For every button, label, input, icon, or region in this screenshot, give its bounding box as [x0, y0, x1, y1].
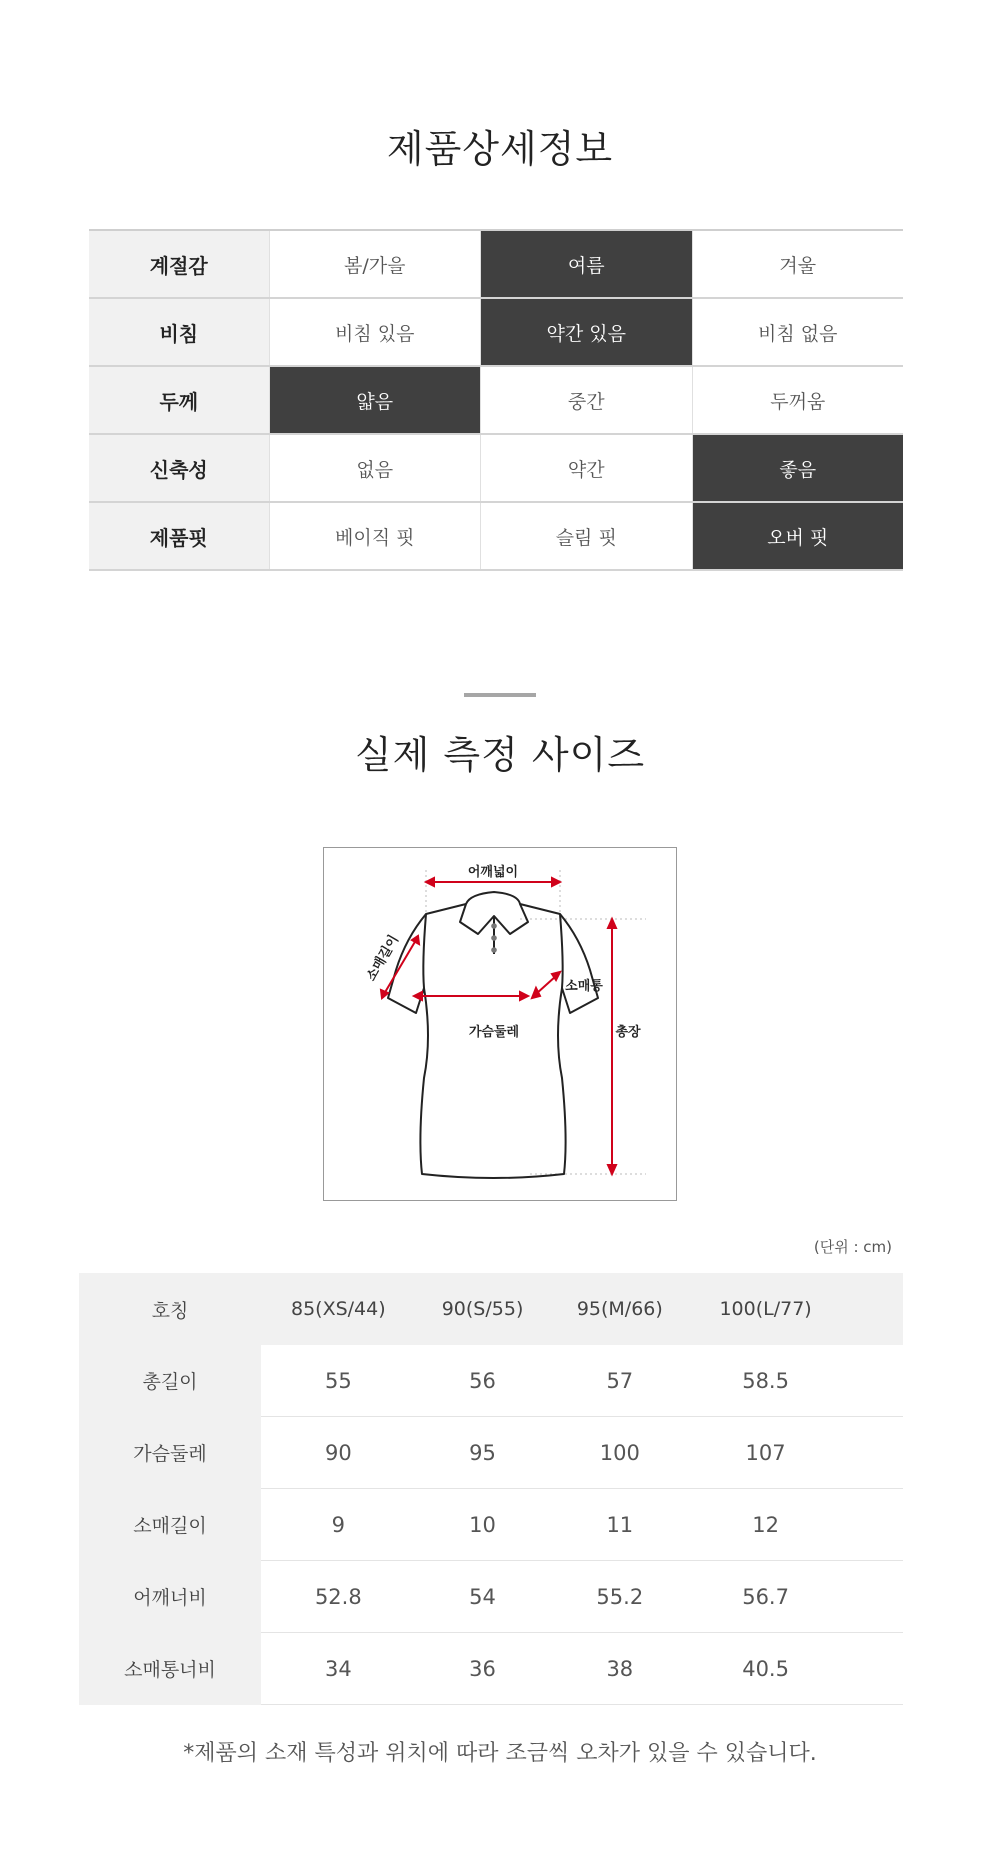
size-row-spacer: [841, 1345, 903, 1417]
size-row-spacer: [841, 1489, 903, 1561]
polo-shirt-diagram: [324, 848, 676, 1200]
total-length-arrow-bottom-head: [608, 1165, 616, 1174]
size-row: [79, 1633, 903, 1705]
sleeve-length-arrow-bottom-head: [381, 990, 388, 998]
size-value: 54: [416, 1561, 550, 1633]
detail-option: 약간: [481, 434, 692, 502]
size-value: 55: [261, 1345, 416, 1417]
chest-arrow-right-head: [520, 992, 528, 1000]
size-diagram: [323, 847, 677, 1201]
detail-option: 슬림 핏: [481, 502, 692, 570]
shoulder-arrow-left-head: [426, 878, 434, 886]
detail-option: 겨울: [692, 230, 903, 298]
size-header-spacer: [841, 1273, 903, 1345]
section-divider: [464, 693, 536, 697]
detail-option-selected: 약간 있음: [481, 298, 692, 366]
size-row-label: 소매통너비: [79, 1633, 261, 1705]
size-value: 9: [261, 1489, 416, 1561]
detail-option: 봄/가을: [269, 230, 480, 298]
size-row: [79, 1489, 903, 1561]
label-chest: 가슴둘레: [468, 1025, 520, 1040]
size-header-column: 95(M/66): [576, 1298, 663, 1320]
label-sleeve-width: 소매통: [565, 979, 603, 994]
label-shoulder: 어깨넓이: [467, 865, 519, 880]
detail-row: [89, 434, 903, 502]
detail-option: 없음: [269, 434, 480, 502]
size-table-wrapper: [79, 1273, 903, 1695]
detail-option-selected: 얇음: [269, 366, 480, 434]
size-value: 56: [416, 1345, 550, 1417]
size-value: 58.5: [690, 1345, 841, 1417]
size-table-header: [79, 1273, 903, 1345]
size-value: 38: [549, 1633, 690, 1705]
size-row-label: 소매길이: [79, 1489, 261, 1561]
chest-arrow-left-head: [414, 992, 422, 1000]
size-row-spacer: [841, 1561, 903, 1633]
size-table: [79, 1273, 903, 1705]
size-header-column: 90(S/55): [441, 1298, 524, 1320]
size-value: 10: [416, 1489, 550, 1561]
detail-row: [89, 298, 903, 366]
shoulder-arrow-right-head: [552, 878, 560, 886]
size-row-spacer: [841, 1633, 903, 1705]
detail-row-label: 비침: [89, 298, 269, 366]
size-header-column: 100(L/77): [719, 1298, 812, 1320]
detail-option: 중간: [481, 366, 692, 434]
detail-row-label: 신축성: [89, 434, 269, 502]
size-row: [79, 1345, 903, 1417]
size-row-label: 어깨너비: [79, 1561, 261, 1633]
size-row: [79, 1417, 903, 1489]
size-value: 56.7: [690, 1561, 841, 1633]
shirt-buttons: [491, 923, 497, 953]
sleeve-width-arrow-bottom-head: [532, 988, 540, 998]
detail-option-selected: 여름: [481, 230, 692, 298]
detail-row-label: 두께: [89, 366, 269, 434]
size-value: 52.8: [261, 1561, 416, 1633]
size-value: 36: [416, 1633, 550, 1705]
detail-row: [89, 502, 903, 570]
size-row-label: 가슴둘레: [79, 1417, 261, 1489]
size-value: 107: [690, 1417, 841, 1489]
product-detail-table: [89, 229, 903, 571]
detail-option: 두꺼움: [692, 366, 903, 434]
detail-option: 비침 있음: [269, 298, 480, 366]
detail-row-label: 제품핏: [89, 502, 269, 570]
product-detail-title: 제품상세정보: [386, 127, 614, 171]
size-value: 57: [549, 1345, 690, 1417]
size-value: 90: [261, 1417, 416, 1489]
total-length-arrow-top-head: [608, 919, 616, 928]
label-sleeve-length: 소매길이: [363, 932, 403, 984]
size-value: 11: [549, 1489, 690, 1561]
size-value: 12: [690, 1489, 841, 1561]
size-header-column: 85(XS/44): [290, 1298, 386, 1320]
size-section-title: 실제 측정 사이즈: [354, 733, 646, 777]
unit-label: (단위 : cm): [813, 1238, 892, 1256]
size-value: 34: [261, 1633, 416, 1705]
detail-option-selected: 좋음: [692, 434, 903, 502]
sleeve-length-arrow-top-head: [412, 936, 419, 944]
size-header-label: 호칭: [151, 1299, 189, 1322]
label-total-length: 총장: [615, 1025, 641, 1040]
detail-option-selected: 오버 핏: [692, 502, 903, 570]
size-value: 55.2: [549, 1561, 690, 1633]
sleeve-width-arrow: [536, 976, 556, 994]
size-row-label: 총길이: [79, 1345, 261, 1417]
detail-option: 베이직 핏: [269, 502, 480, 570]
detail-row-label: 계절감: [89, 230, 269, 298]
size-row: [79, 1561, 903, 1633]
size-row-spacer: [841, 1417, 903, 1489]
detail-row: [89, 366, 903, 434]
size-value: 100: [549, 1417, 690, 1489]
size-value: 40.5: [690, 1633, 841, 1705]
measurement-note: *제품의 소재 특성과 위치에 따라 조금씩 오차가 있을 수 있습니다.: [183, 1741, 817, 1766]
size-value: 95: [416, 1417, 550, 1489]
detail-option: 비침 없음: [692, 298, 903, 366]
detail-row: [89, 230, 903, 298]
